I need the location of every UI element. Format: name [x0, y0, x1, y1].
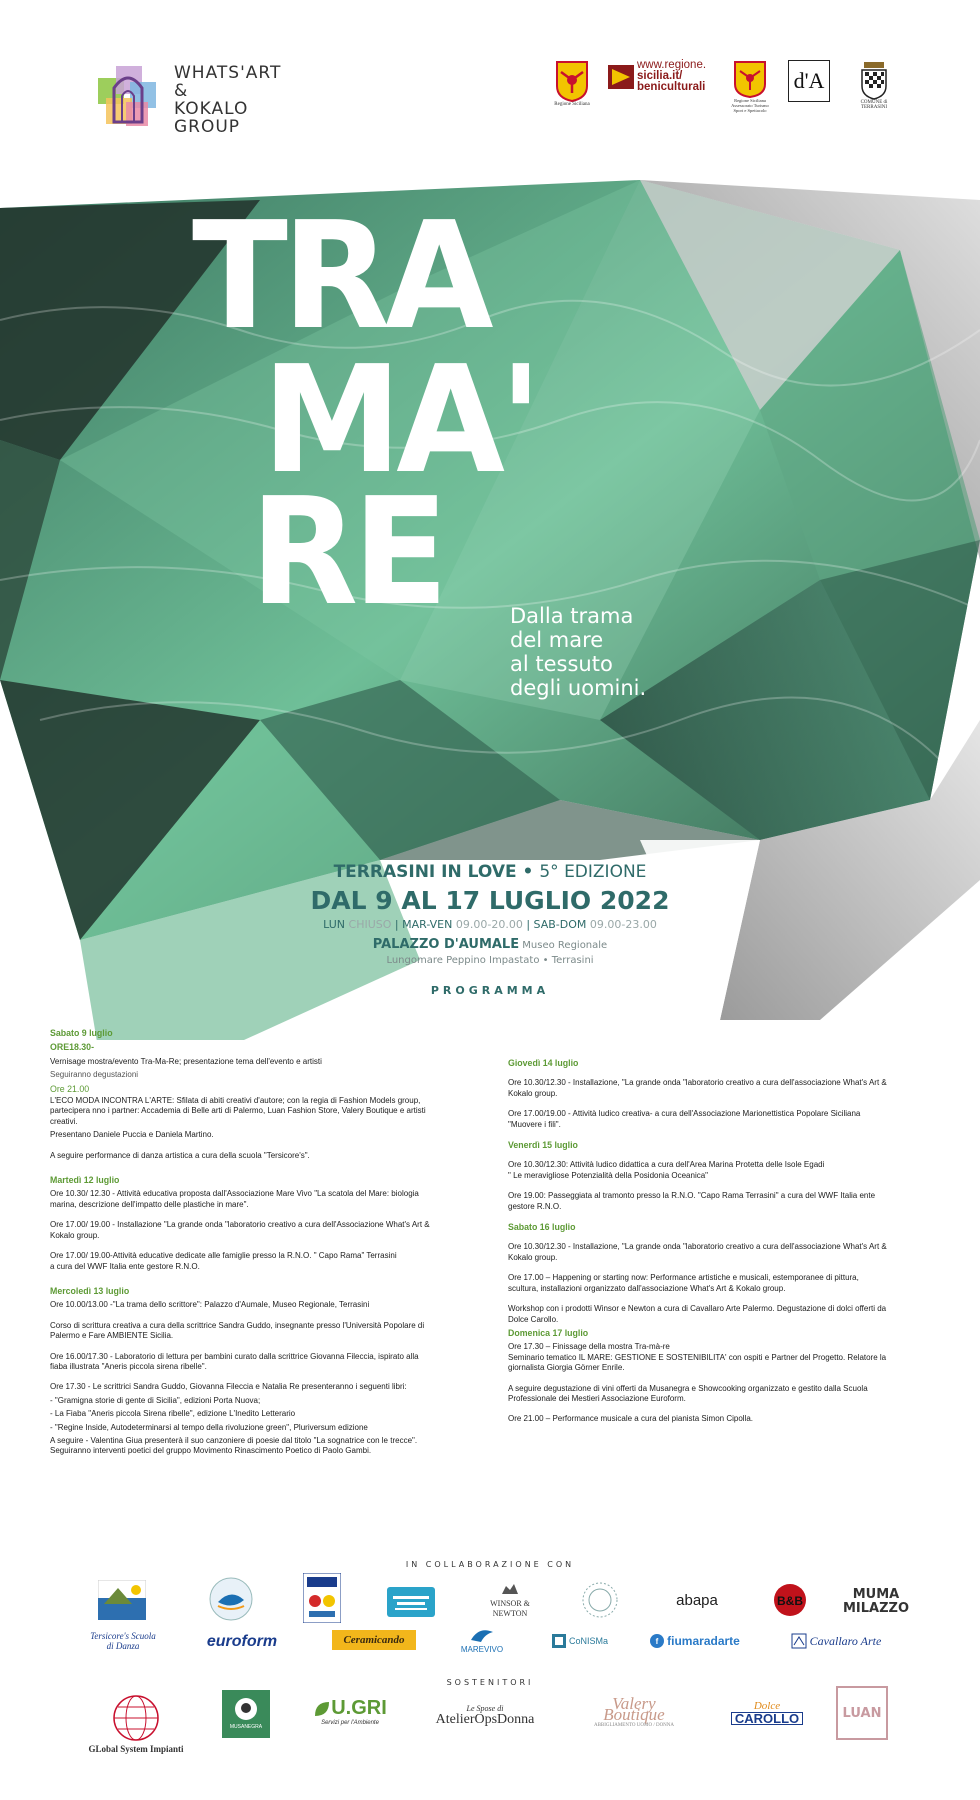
edition-line: TERRASINI IN LOVE • 5° EDIZIONE: [333, 862, 647, 882]
org-name: WHATS'ART & KOKALO GROUP: [174, 63, 282, 137]
partner-logo-oltre: [206, 1576, 256, 1622]
comune-terrasini-logo: COMUNE di TERRASINI: [852, 60, 896, 120]
event-dates: DAL 9 AL 17 LUGLIO 2022: [310, 886, 670, 915]
day-heading: Giovedì 14 luglio: [508, 1058, 579, 1068]
program-column-right: Giovedì 14 luglio Ore 10.30/12.30 - Installazione, "La grande onda "laboratorio creativo a cura dell'associazione What's Art & Kokalo group. Ore 17.00/19.00 - Attività ludico creativa- a cura dell'Associazione Marionettistica Popolare Siciliana "Muovere i fili". Venerdì 15 luglio Ore 10.30/12.30: Attività ludico didattica a cura dell'Area Marina Protetta delle Isole Egadi " Le meravigliose Potenzialità della Posidonia Oceanica" Ore 19.00: Passeggiata al tramonto presso la R.N.O. "Capo Rama Terrasini" a cura del WWF Italia ente gestore R.N.O. Sabato 16 luglio Ore 10.30/12.30 - Installazione, "La grande onda "laboratorio creativo a cura dell'associazione What's Art & Kokalo group. Ore 17.00 – Happening or starting now: Performance artistiche e musicali, estemporanee di pittura, scultura, installazioni organizzato dall'associazione What's Art & Kokalo group. Workshop con i prodotti Winsor e Newton a cura di Cavallaro Arte Palermo. Degustazione di dolci offerti da Dolce Carollo. Domenica 17 luglio Ore 17.30 – Finissage della mostra Tra-mà-re Seminario tematico IL MARE: GESTIONE E SOSTENIBILITA' con ospiti e Partner del Progetto. Relatore la giornalista Giorgia Görner Enrile. A seguire degustazione di vini offerti da Musanegra e Showcooking organizzato e gestito dalla Scuola Professionale dei Mestieri Associazione Euroform. Ore 21.00 – Performance musicale a cura del pianista Simon Cipolla.: [508, 1058, 918, 1435]
partner-logo-caporama: [96, 1578, 148, 1622]
svg-text:f: f: [655, 1637, 659, 1646]
day-heading: Domenica 17 luglio: [508, 1327, 589, 1338]
regione-siciliana-logo: Regione Siciliana: [552, 60, 592, 120]
coast-photo-icon: [98, 1580, 146, 1620]
sponsor-logo-musanegra: MUSANEGRA: [222, 1690, 270, 1738]
day-heading: Mercoledì 13 luglio: [50, 1285, 130, 1296]
day-heading: Sabato 9 luglio: [50, 1028, 113, 1038]
partner-logo-museo: [386, 1586, 436, 1618]
sicily-triangle-icon: [608, 65, 634, 89]
da-logo: d'A: [788, 60, 832, 120]
partner-logo-regine: [578, 1580, 622, 1620]
partner-logo-cavallaro: Cavallaro Arte: [784, 1628, 888, 1654]
sponsor-logo-global: GLobal System Impianti: [86, 1688, 186, 1758]
partner-logo-winsor: WINSOR & NEWTON: [480, 1580, 540, 1620]
venue-address: Lungomare Peppino Impastato • Terrasini: [386, 955, 594, 966]
program-column-left: Sabato 9 luglio ORE18.30- Vernisage mostra/evento Tra-Ma-Re; presentazione tema dell'evento e artisti Seguiranno degustazioni Ore 21.00 L'ECO MODA INCONTRA L'ARTE: Sfilata di abiti creativi d'autore; con la regia di Fashion Models group, partecipera nno i partner: Accademia di Belle arti di Palermo, Luan Fashion Store, Valery Boutique e artisti creativi. Presentano Daniele Puccia e Daniela Martino. A seguire performance di danza artistica a cura della scuola "Tersicore's". Martedì 12 luglio Ore 10.30/ 12.30 - Attività educativa proposta dall'Associazione Mare Vivo "La scatola del Mare: biologia marina, descrizione dell'impatto delle plastiche in mare". Ore 17.00/ 19.00 - Installazione "La grande onda "laboratorio creativo a cura dell'Associazione What's Art & Kokalo group. Ore 17.00/ 19.00-Attività educative dedicate alle famiglie presso la R.N.O. " Capo Rama" Terrasini a cura del WWF Italia ente gestore R.N.O. Mercoledì 13 luglio Ore 10.00/13.00 -"La trama dello scrittore": Palazzo d'Aumale, Museo Regionale, Terrasini Corso di scrittura creativa a cura della scrittrice Sandra Guddo, insegnante presso l'Università Popolare di Palermo e Fare AMBIENTE Sicilia. Ore 16.00/17.30 - Laboratorio di lettura per bambini curato dalla scrittrice Giovanna Fileccia, ispirato alla fiaba illustrata "Aneris piccola sirena ribelle". Ore 17.30 - Le scrittrici Sandra Guddo, Giovanna Fileccia e Natalia Re presenteranno i seguenti libri: - "Gramigna storie di gente di Sicilia", edizioni Porta Nuova; - La Fiaba "Aneris piccola Sirena ribelle", edizione L'Inedito Letterario - "Regine Inside, Autodeterminarsi al tempo della rivoluzione green", Pluriversum edizione A seguire - Valentina Giua presenterà il suo canzoniere di poesie dal titolo "La sognatrice con le trecce". Seguiranno interventi poetici del gruppo Movimento Rinascimento Poetico di Paolo Gambi.: [50, 1028, 460, 1467]
partner-logo-marevivo: MAREVIVO: [452, 1622, 512, 1658]
org-logo: [92, 58, 282, 148]
partner-logo-euroform: euroform: [206, 1632, 278, 1650]
title-line-3: RE: [250, 466, 443, 638]
venue: PALAZZO D'AUMALE Museo Regionale: [372, 937, 608, 952]
sponsor-logo-valery: Valery Boutique ABBIGLIAMENTO UOMO / DONNA: [593, 1693, 675, 1728]
tagline: Dalla trama del mare al tessuto degli uomini.: [510, 604, 647, 700]
partner-logo-bb: [770, 1578, 810, 1622]
title-line-2: MA': [262, 334, 537, 506]
conisma-square-icon: [552, 1634, 566, 1648]
day-heading: Martedì 12 luglio: [50, 1175, 120, 1186]
musanegra-face-icon: [233, 1696, 259, 1722]
day-heading: Sabato 16 luglio: [508, 1222, 576, 1233]
partner-logo-muma: MUMA MILAZZO: [843, 1587, 910, 1616]
opening-hours: LUN CHIUSO | MAR-VEN 09.00-20.00 | SAB-DOM 09.00-23.00: [323, 918, 657, 931]
puzzle-castle-icon: [92, 58, 164, 138]
partner-logo-fiumara: f fiumaradarte: [646, 1628, 744, 1654]
sponsor-logo-luan: LUAN: [836, 1686, 888, 1740]
day-heading: Venerdì 15 luglio: [508, 1140, 578, 1151]
title-line-1: TRA: [192, 190, 488, 362]
fiumara-mark-icon: [650, 1634, 664, 1648]
partner-logo-ceramicando: Ceramicando: [332, 1630, 416, 1650]
sponsors-heading: SOSTENITORI: [446, 1678, 534, 1687]
fish-circle-icon: [208, 1576, 254, 1622]
partner-logo-fashion: [302, 1572, 342, 1624]
beniculturali-logo[interactable]: www.regione. sicilia.it/ beniculturali: [608, 60, 708, 120]
sponsor-logo-carollo: Dolce CAROLLO: [732, 1688, 802, 1738]
cavallaro-square-icon: [791, 1633, 807, 1649]
partner-logo-abapa: abapa: [676, 1591, 718, 1609]
globe-icon: [110, 1692, 162, 1744]
trinacria-shield-icon: [733, 60, 767, 98]
bb-circle-icon: [773, 1583, 807, 1617]
programma-heading: PROGRAMMA: [430, 984, 550, 997]
partners-heading: IN COLLABORAZIONE CON: [405, 1560, 575, 1569]
svg-text:B&B: B&B: [777, 1594, 803, 1608]
trinacria-shield-icon: [555, 60, 589, 102]
assessorato-turismo-logo: Regione Siciliana Assessorato Turismo Sport e Spettacolo: [728, 60, 772, 120]
seal-icon: [580, 1580, 620, 1620]
town-crest-icon: [860, 60, 888, 100]
griffin-icon: [500, 1582, 520, 1596]
partner-logo-tersicore: Tersicore's Scuola di Danza: [90, 1631, 156, 1651]
sponsor-logo-ugri: U.GRI Servizi per l'Ambiente: [304, 1694, 396, 1734]
dolphin-icon: [469, 1626, 495, 1644]
emblem-icon: [303, 1573, 341, 1623]
sponsor-logo-atelier: Le Spose di AtelierOpsDonna: [435, 1704, 535, 1727]
museum-badge-icon: [387, 1587, 435, 1617]
leaf-icon: [313, 1700, 331, 1718]
partner-logo-conisma: CoNISMa: [548, 1626, 612, 1656]
